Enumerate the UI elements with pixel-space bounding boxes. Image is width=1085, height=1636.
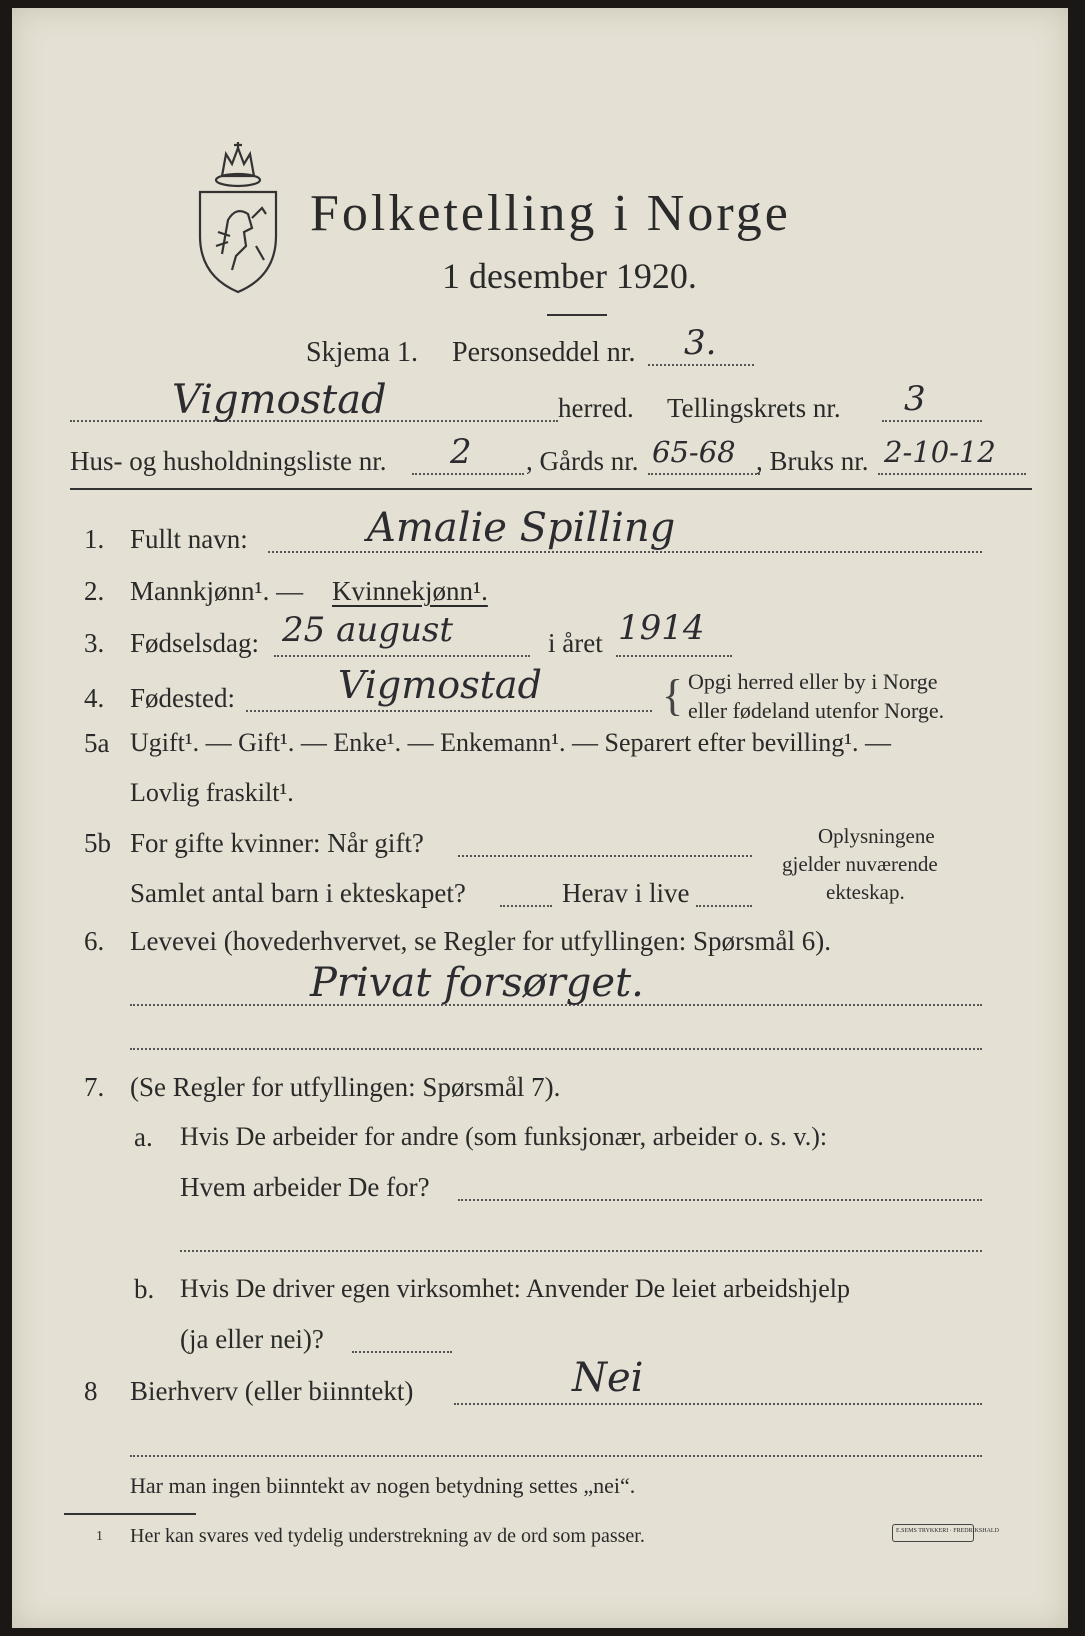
schema-label: Skjema 1.: [306, 337, 418, 368]
herred-value: Vigmostad: [172, 377, 387, 423]
q2-number: 2.: [84, 576, 105, 606]
footnote-number: 1: [96, 1529, 103, 1544]
q5b-number: 5b: [84, 828, 111, 858]
q4-line: [246, 710, 652, 712]
footnote-text: Her kan svares ved tydelig understrekning av de ord som passer.: [130, 1525, 645, 1547]
q7a-letter: a.: [134, 1122, 153, 1152]
q1-line: [268, 551, 982, 553]
q5a-number: 5a: [84, 728, 110, 758]
tellingskrets-line: [882, 420, 982, 422]
bruks-label: , Bruks nr.: [756, 446, 869, 476]
q5b-children-line: [500, 905, 552, 907]
q8-label: Bierhverv (eller biinntekt): [130, 1376, 414, 1406]
personseddel-label: Personseddel nr.: [452, 337, 636, 368]
q3-year-line: [616, 655, 732, 657]
q7a-employer-question: Hvem arbeider De for?: [180, 1172, 430, 1202]
husholdningsliste-label: Hus- og husholdningsliste nr.: [70, 446, 387, 476]
gards-nr: 65-68: [652, 435, 736, 469]
q7b-line: [352, 1351, 452, 1353]
form-title: Folketelling i Norge: [310, 185, 791, 242]
personseddel-line: [648, 364, 754, 366]
q4-note-2: eller fødeland utenfor Norge.: [688, 698, 945, 723]
census-form-sheet: [12, 8, 1068, 1628]
q8-side-income: Nei: [572, 1355, 644, 1401]
header-divider: [70, 488, 1032, 490]
q8-number: 8: [84, 1376, 98, 1406]
q3-birth-year: 1914: [618, 608, 705, 648]
q4-note-1: Opgi herred eller by i Norge: [688, 669, 938, 694]
q7b-letter: b.: [134, 1274, 155, 1304]
herred-label: herred.: [558, 393, 634, 423]
q1-label: Fullt navn:: [130, 524, 248, 554]
q7a-line-1: [458, 1199, 982, 1201]
q2-male: Mannkjønn¹. —: [130, 576, 304, 606]
q5b-note-2: gjelder nuværende: [782, 852, 938, 876]
q3-number: 3.: [84, 628, 105, 658]
q7-number: 7.: [84, 1072, 105, 1102]
q3-line: [274, 655, 530, 657]
q5b-children: Samlet antal barn i ekteskapet?: [130, 878, 466, 908]
bruks-nr: 2-10-12: [884, 435, 996, 469]
q7-label: (Se Regler for utfyllingen: Spørsmål 7).: [130, 1072, 561, 1102]
q5b-note-1: Oplysningene: [818, 824, 935, 848]
q5b-alive: Herav i live: [562, 878, 690, 908]
q1-full-name: Amalie Spilling: [367, 505, 676, 551]
q5b-label: For gifte kvinner: Når gift?: [130, 828, 424, 858]
bruks-line: [878, 473, 1026, 475]
q8-line-2: [130, 1455, 982, 1457]
q4-brace: {: [662, 671, 684, 720]
husholdningsliste-nr: 2: [450, 432, 472, 472]
census-date: 1 desember 1920.: [442, 256, 697, 296]
q6-number: 6.: [84, 926, 105, 956]
q5a-marital-options-2: Lovlig fraskilt¹.: [130, 778, 294, 807]
q6-line-2: [130, 1048, 982, 1050]
printer-stamp-text: E.SEMS TRYKKERI · FREDRIKSHALD: [896, 1528, 999, 1534]
q7b-text: Hvis De driver egen virksomhet: Anvender De leiet arbeidshjelp: [180, 1274, 851, 1303]
q6-label: Levevei (hovederhvervet, se Regler for utfyllingen: Spørsmål 6).: [130, 926, 832, 956]
q3-birth-date: 25 august: [282, 610, 454, 650]
tellingskrets-label: Tellingskrets nr.: [667, 393, 841, 423]
q3-label: Fødselsdag:: [130, 628, 260, 658]
q5b-married-line: [458, 855, 752, 857]
side-income-note: Har man ingen biinntekt av nogen betydning settes „nei“.: [130, 1473, 636, 1498]
q7a-line-2: [180, 1250, 982, 1252]
q5b-alive-line: [696, 905, 752, 907]
q8-line: [454, 1403, 982, 1405]
title-divider: [547, 314, 607, 316]
footnote-divider: [64, 1513, 196, 1515]
q4-birthplace: Vigmostad: [338, 663, 542, 707]
gards-line: [648, 473, 760, 475]
gards-label: , Gårds nr.: [526, 446, 639, 476]
q6-occupation: Privat forsørget.: [310, 960, 644, 1006]
q5b-note-3: ekteskap.: [826, 880, 905, 904]
personseddel-nr: 3.: [684, 323, 717, 363]
husholdningsliste-line: [412, 473, 524, 475]
q5a-marital-options: Ugift¹. — Gift¹. — Enke¹. — Enkemann¹. — Separert efter bevilling¹. —: [130, 728, 892, 757]
q1-number: 1.: [84, 524, 105, 554]
q4-label: Fødested:: [130, 683, 235, 713]
norway-coat-of-arms-icon: [192, 136, 284, 296]
tellingskrets-nr: 3: [904, 379, 926, 419]
q2-female-underlined: Kvinnekjønn¹.: [332, 576, 488, 606]
q4-number: 4.: [84, 683, 105, 713]
printer-stamp: [892, 1524, 999, 1542]
q7b-yes-no: (ja eller nei)?: [180, 1324, 324, 1354]
q3-year-label: i året: [548, 628, 603, 658]
q7a-text: Hvis De arbeider for andre (som funksjonær, arbeider o. s. v.):: [180, 1122, 828, 1151]
